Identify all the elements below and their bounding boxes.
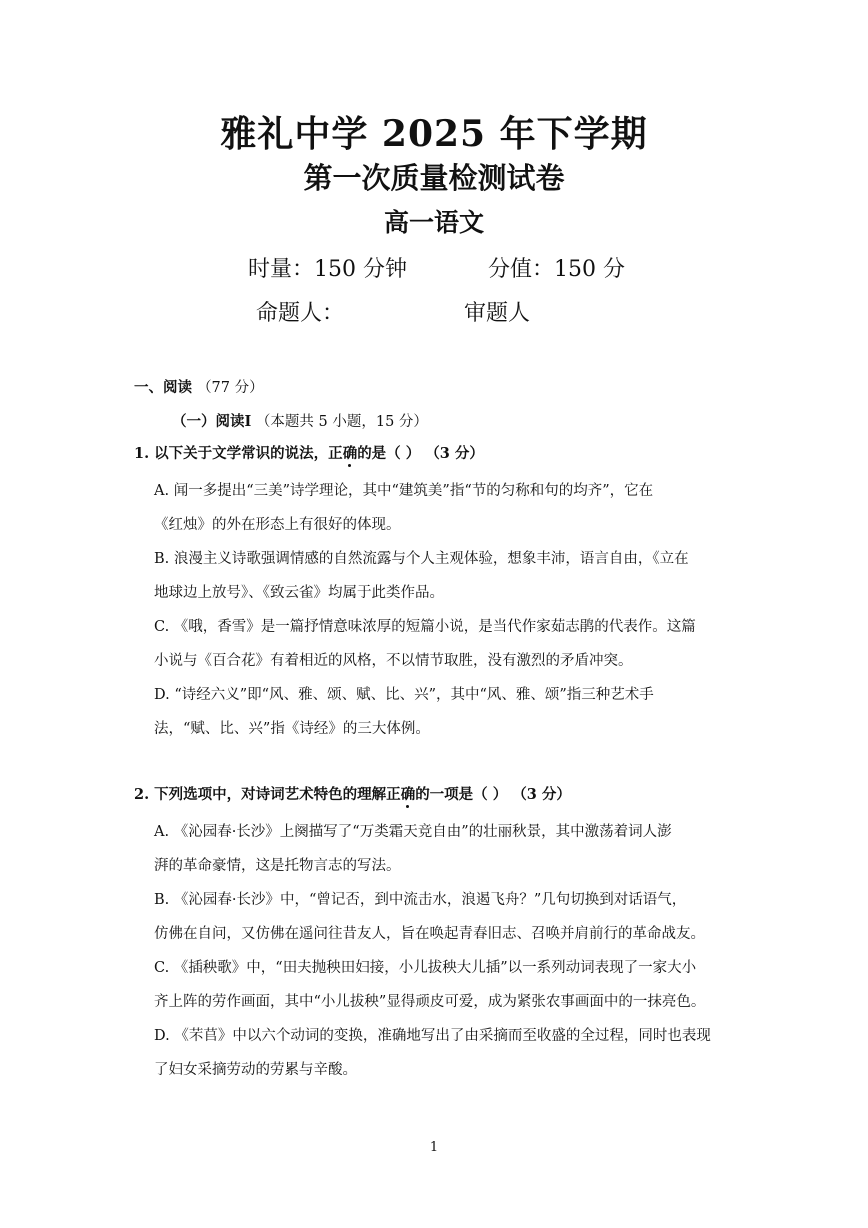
question-1-option-d-cont: 法，“赋、比、兴”指《诗经》的三大体例。 (154, 721, 430, 737)
page-number: 1 (429, 1140, 439, 1155)
exam-author: 命题人： (256, 301, 345, 326)
exam-subtitle: 第一次质量检测试卷 (303, 161, 565, 195)
question-1-stem-tail: 的是（ ） （3 分） (357, 445, 484, 462)
question-2-option-c-cont: 齐上阵的劳作画面，其中“小儿拔秧”显得顽皮可爱，成为紧张农事画面中的一抹亮色。 (154, 994, 706, 1010)
exam-time: 时量：150 分钟 (248, 257, 407, 282)
question-2-stem (134, 783, 571, 804)
question-2-stem-tail: 的一项是（ ） （3 分） (415, 786, 571, 803)
question-1-option-a-cont: 《红烛》的外在形态上有很好的体现。 (154, 517, 401, 533)
question-1-option-a: A. 闻一多提出“三美”诗学理论，其中“建筑美”指“节的匀称和句的均齐”，它在 (154, 483, 654, 499)
question-1-option-d: D. “诗经六义”即“风、雅、颂、赋、比、兴”，其中“风、雅、颂”指三种艺术手 (154, 687, 654, 703)
question-2-option-a-cont: 湃的革命豪情，这是托物言志的写法。 (154, 858, 401, 874)
exam-title: 雅礼中学 2025 年下学期 (220, 113, 648, 155)
question-2-stem-text: 2. 下列选项中，对诗词艺术特色的理解正 (134, 786, 401, 803)
question-2-option-d-cont: 了妇女采摘劳动的劳累与辛酸。 (154, 1062, 357, 1078)
section-title: 一、阅读 (134, 379, 192, 396)
question-2-option-b-cont: 仿佛在自问，又仿佛在遥问往昔友人，旨在唤起青春旧志、召唤并肩前行的革命战友。 (154, 926, 705, 942)
question-1-emphasis: 确 (342, 445, 358, 462)
question-2-option-c: C. 《插秧歌》中，“田夫抛秧田妇接，小儿拔秧大儿插”以一系列动词表现了一家大小 (154, 960, 697, 976)
exam-subject: 高一语文 (383, 208, 484, 237)
question-1-option-b-cont: 地球边上放号》、《致云雀》均属于此类作品。 (154, 585, 444, 601)
question-2-emphasis: 确 (400, 786, 416, 803)
question-1-option-b: B. 浪漫主义诗歌强调情感的自然流露与个人主观体验，想象丰沛，语言自由，《立在 (154, 551, 689, 567)
subsection-title: （一）阅读Ⅰ (172, 413, 252, 430)
subsection-heading (172, 410, 428, 431)
subsection-info: （本题共 5 小题，15 分） (255, 414, 428, 430)
question-2-option-d: D. 《芣苢》中以六个动词的变换，准确地写出了由采摘而至收盛的全过程，同时也表现 (154, 1028, 711, 1044)
exam-reviewer: 审题人 (464, 301, 531, 326)
section-heading (134, 376, 264, 397)
question-1-stem (134, 442, 484, 463)
question-1-option-c: C. 《哦，香雪》是一篇抒情意味浓厚的短篇小说，是当代作家茹志鹃的代表作。这篇 (154, 619, 696, 635)
section-score: （77 分） (197, 380, 264, 396)
question-1-stem-text: 1. 以下关于文学常识的说法，正 (134, 445, 343, 462)
question-2-option-b: B. 《沁园春·长沙》中，“曾记否，到中流击水，浪遏飞舟？”几句切换到对话语气， (154, 892, 687, 908)
exam-score: 分值：150 分 (488, 257, 625, 282)
question-2-option-a: A. 《沁园春·长沙》上阕描写了“万类霜天竞自由”的壮丽秋景，其中激荡着词人澎 (154, 824, 672, 840)
question-1-option-c-cont: 小说与《百合花》有着相近的风格，不以情节取胜，没有激烈的矛盾冲突。 (154, 653, 633, 669)
